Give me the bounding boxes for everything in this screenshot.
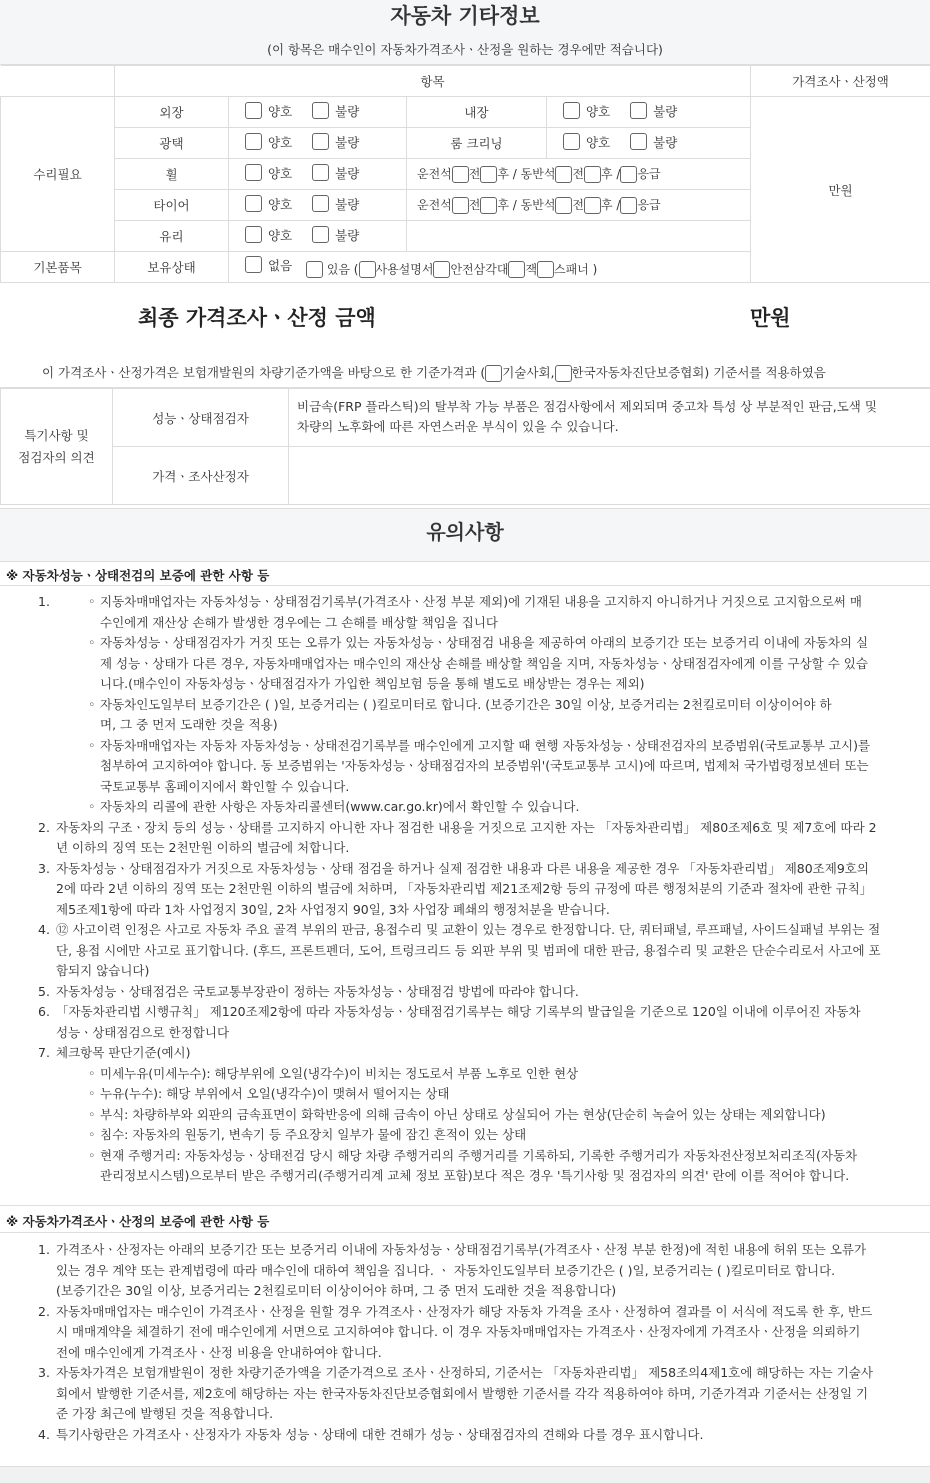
row-label: 룸 크리닝 (407, 128, 547, 159)
checkbox[interactable] (630, 102, 647, 119)
checkbox[interactable] (480, 166, 497, 183)
owned-options: 없음 있음 ( 사용설명서 안전삼각대 잭 스패너 ) (229, 252, 751, 283)
checkbox[interactable] (245, 133, 262, 150)
row-label: 외장 (115, 97, 229, 128)
owned-label: 보유상태 (115, 252, 229, 283)
checkbox[interactable] (359, 261, 376, 278)
wheel-positions: 운전석 전 후 / 동반석 전 후 / 응급 (407, 159, 751, 190)
notice-title: 유의사항 (426, 520, 504, 544)
checkbox[interactable] (555, 197, 572, 214)
row-label: 타이어 (115, 190, 229, 221)
checkbox[interactable] (630, 133, 647, 150)
final-price-note: 이 가격조사ㆍ산정가격은 보험개발원의 차량기준가액을 바탕으로 한 기준가격과 ( 기술사회, 한국자동차진단보증협회) 기준서를 적용하였음 (42, 365, 826, 380)
checkbox[interactable] (537, 261, 554, 278)
appraiser-label: 가격ㆍ조사산정자 (113, 447, 289, 505)
interior-options: 양호 불량 (547, 97, 751, 128)
divider (0, 1232, 930, 1233)
checkbox[interactable] (245, 164, 262, 181)
checkbox[interactable] (312, 164, 329, 181)
checkbox[interactable] (620, 166, 637, 183)
checkbox[interactable] (584, 197, 601, 214)
checkbox[interactable] (620, 197, 637, 214)
notice-section-2-title: ※ 자동차가격조사ㆍ산정의 보증에 관한 사항 등 (6, 1214, 270, 1229)
final-price-title: 최종 가격조사ㆍ산정 금액 (138, 306, 376, 330)
tire-positions: 운전석 전 후 / 동반석 전 후 / 응급 (407, 190, 751, 221)
special-label: 특기사항 및 점검자의 의견 (1, 389, 113, 505)
price-unit: 만원 (751, 97, 930, 283)
checkbox[interactable] (312, 102, 329, 119)
col-item-header: 항목 (115, 66, 751, 97)
checkbox[interactable] (563, 133, 580, 150)
inspector-label: 성능ㆍ상태점검자 (113, 389, 289, 447)
row-label: 휠 (115, 159, 229, 190)
checkbox[interactable] (312, 133, 329, 150)
wheel-options: 양호 불량 (229, 159, 407, 190)
divider (0, 1205, 930, 1206)
final-price-section (0, 280, 930, 388)
cleaning-options: 양호 불량 (547, 128, 751, 159)
checkbox[interactable] (480, 197, 497, 214)
checkbox[interactable] (306, 261, 323, 278)
checkbox[interactable] (245, 226, 262, 243)
page-title: 자동차 기타정보 (390, 4, 540, 28)
checkbox[interactable] (452, 166, 469, 183)
notice-list-1: 1. ◦ 지동차매매업자는 자동차성능ㆍ상태점검기록부(가격조사ㆍ산정 부분 제외)에 기재된 내용을 고지하지 아니하거나 거짓으로 고지함으로써 매 수인에게 재산상 손해가 발생한 경우에는 그 손해를 배상할 책임을 집니다 ◦ 자동차성능ㆍ상태점검자가 거짓 또는 오류가 있는 자동차성능ㆍ상태점검 내용을 제공하여 아래의 보증기간 또는 보증거리 이내에 자동차의 실 제 성능ㆍ상태가 다른 경우, 자동차매매업자는 매수인의 재산상 손해를 배상할 책임을 지며, 자동차성능ㆍ상태점검자에게 이를 구상할 수 있습 니다.(매수인이 자동차성능ㆍ상태점검자가 가입한 책임보험 등을 통해 별도로 배상받는 경우는 제외) ◦ 자동차인도일부터 보증기간은 ( )일, 보증거리는 ( )킬로미터로 합니다. (보증기간은 30일 이상, 보증거리는 2천킬로미터 이상이어야 하 며, 그 중 먼저 도래한 것을 적용) ◦ 자동차매매업자는 자동차 자동차성능ㆍ상태전검기록부를 매수인에게 고지할 때 현행 자동차성능ㆍ상태전검자의 보증범위(국토교통부 고시)를 첨부하여 고지하여야 합니다. 동 보증범위는 '자동차성능ㆍ상태점검자의 보증범위'(국토교통부 고시)에 따르며, 법제처 국가법령정보센터 또는 국토교통부 홈페이지에서 확인할 수 있습니다. ◦ 자동차의 리콜에 관한 사항은 자동차리콜센터(www.car.go.kr)에서 확인할 수 있습니다. 2. 자동차의 구조ㆍ장치 등의 성능ㆍ상태를 고지하지 아니한 자나 점검한 내용을 거짓으로 고지한 자는 「자동차관리법」 제80조제6호 및 제7호에 따라 2 년 이하의 징역 또는 2천만원 이하의 벌금에 처합니다. 3. 자동차성능ㆍ상태점검자가 거짓으로 자동차성능ㆍ상태 점검을 하거나 실제 점검한 내용과 다른 내용을 제공한 경우 「자동차관리법」 제80조제9호의 2에 따라 2년 이하의 징역 또는 2천만원 이하의 벌금에 처하며, 「자동차관리법 제21조제2항 등의 규정에 따른 행정처분의 기준과 절차에 관한 규칙」 제5조제1항에 따라 1차 사업정지 30일, 2차 사업정지 90일, 3차 사업장 폐쇄의 행정처분을 받습니다. 4. ⑫ 사고이력 인정은 사고로 자동차 주요 골격 부위의 판금, 용접수리 및 교환이 있는 경우로 한정합니다. 단, 쿼터패널, 루프패널, 사이드실패널 부위는 절 단, 용접 시에만 사고로 표기합니다. (후드, 프론트펜더, 도어, 트렁크리드 등 외판 부위 및 범퍼에 대한 판금, 용접수리 및 교환은 단순수리로서 사고에 포 함되지 않습니다) 5. 자동차성능ㆍ상태점검은 국토교통부장관이 정하는 자동차성능ㆍ상태점검 방법에 따라야 합니다. 6. 「자동차관리법 시행규칙」 제120조제2항에 따라 자동차성능ㆍ상태점검기록부는 해당 기록부의 발급일을 기준으로 120일 이내에 이루어진 자동차 성능ㆍ상태점검으로 한정합니다 7. 체크항목 판단기준(예시) ◦ 미세누유(미세누수): 해당부위에 오일(냉각수)이 비치는 정도로서 부품 노후로 인한 현상 ◦ 누유(누수): 해당 부위에서 오일(냉각수)이 맺혀서 떨어지는 상태 ◦ 부식: 차량하부와 외판의 금속표면이 화학반응에 의해 금속이 아닌 상태로 상실되어 가는 현상(단순히 녹슬어 있는 상태는 제외합니다) ◦ 침수: 자동차의 원동기, 변속기 등 주요장치 일부가 물에 잠긴 흔적이 있는 상태 ◦ 현재 주행거리: 자동차성능ㆍ상태전검 당시 해당 차량 주행거리의 주행거리를 기록하되, 기록한 주행거리가 자동차전산정보처리조직(자동차 관리정보시스템)으로부터 받은 주행거리(주행거리계 교체 정보 포함)보다 적은 경우 '특기사항 및 점검자의 의견' 란에 이를 적어야 합니다. (38, 594, 881, 1183)
header (0, 0, 930, 65)
notice-section-1-title: ※ 자동차성능ㆍ상태전검의 보증에 관한 사항 등 (6, 568, 270, 583)
col-price-header: 가격조사ㆍ산정액 (751, 66, 930, 97)
checkbox[interactable] (508, 261, 525, 278)
condition-table (0, 65, 930, 283)
checkbox[interactable] (555, 166, 572, 183)
checkbox[interactable] (312, 226, 329, 243)
checkbox[interactable] (485, 365, 502, 382)
repair-label: 수리필요 (1, 97, 115, 252)
checkbox[interactable] (312, 195, 329, 212)
checkbox[interactable] (584, 166, 601, 183)
notice-list-2: 1. 가격조사ㆍ산정자는 아래의 보증기간 또는 보증거리 이내에 자동차성능ㆍ상태점검기록부(가격조사ㆍ산정 부분 한정)에 적힌 내용에 허위 또는 오류가 있는 경우 계약 또는 관계법령에 따라 매수인에 대하여 책임을 집니다. ㆍ 자동차인도일부터 보증기간은 ( )일, 보증거리는 ( )킬로미터로 합니다. (보증기간은 30일 이상, 보증거리는 2천킬로미터 이상이어야 하며, 그 중 먼저 도래한 것을 적용합니다) 2. 자동차매매업자는 매수인이 가격조사ㆍ산정을 원할 경우 가격조사ㆍ산정자가 해당 자동차 가격을 조사ㆍ산정하여 결과를 이 서식에 적도록 한 후, 반드 시 매매계약을 체결하기 전에 매수인에게 서면으로 고지하여야 합니다. 이 경우 자동차매매업자는 가격조사ㆍ산정자에게 가격조사ㆍ산정을 의뢰하기 전에 매수인에게 가격조사ㆍ산정 비용을 안내하여야 합니다. 3. 자동차가격은 보험개발원이 정한 차량기준가액을 기준가격으로 조사ㆍ산정하되, 기준서는 「자동차관리법」 제58조의4제1호에 해당하는 자는 기술사 회에서 발행한 기준서를, 제2호에 해당하는 자는 한국자동차진단보증협회에서 발행한 기준서를 각각 적용하여야 하며, 기준가격과 기준서는 산정일 기 준 가장 최근에 발행된 것을 적용합니다. 4. 특기사항란은 가격조사ㆍ산정자가 자동차 성능ㆍ상태에 대한 견해가 성능ㆍ상태점검자의 견해와 다를 경우 표시합니다. (38, 1242, 873, 1442)
row-label: 내장 (407, 97, 547, 128)
glass-options: 양호 불량 (229, 221, 407, 252)
row-label: 유리 (115, 221, 229, 252)
final-price-unit: 만원 (750, 306, 791, 330)
special-notes-table (0, 388, 930, 505)
checkbox[interactable] (245, 102, 262, 119)
checkbox[interactable] (452, 197, 469, 214)
gloss-options: 양호 불량 (229, 128, 407, 159)
checkbox[interactable] (245, 256, 262, 273)
page-subtitle: (이 항목은 매수인이 자동차가격조사ㆍ산정을 원하는 경우에만 적습니다) (267, 42, 663, 57)
divider (0, 585, 930, 586)
row-label: 광택 (115, 128, 229, 159)
inspector-opinion: 비금속(FRP 플라스틱)의 탈부착 가능 부품은 점검사항에서 제외되며 중고차 특성 상 부분적인 판금,도색 및 차량의 노후화에 따른 자연스러운 부식이 있을 수 있습니다. (289, 389, 930, 447)
appraiser-opinion (289, 447, 930, 505)
checkbox[interactable] (433, 261, 450, 278)
checkbox[interactable] (563, 102, 580, 119)
tire-options: 양호 불량 (229, 190, 407, 221)
checkbox[interactable] (245, 195, 262, 212)
notice-header (0, 508, 930, 562)
exterior-options: 양호 불량 (229, 97, 407, 128)
checkbox[interactable] (555, 365, 572, 382)
basic-label: 기본품목 (1, 252, 115, 283)
footer-bar (0, 1466, 930, 1483)
